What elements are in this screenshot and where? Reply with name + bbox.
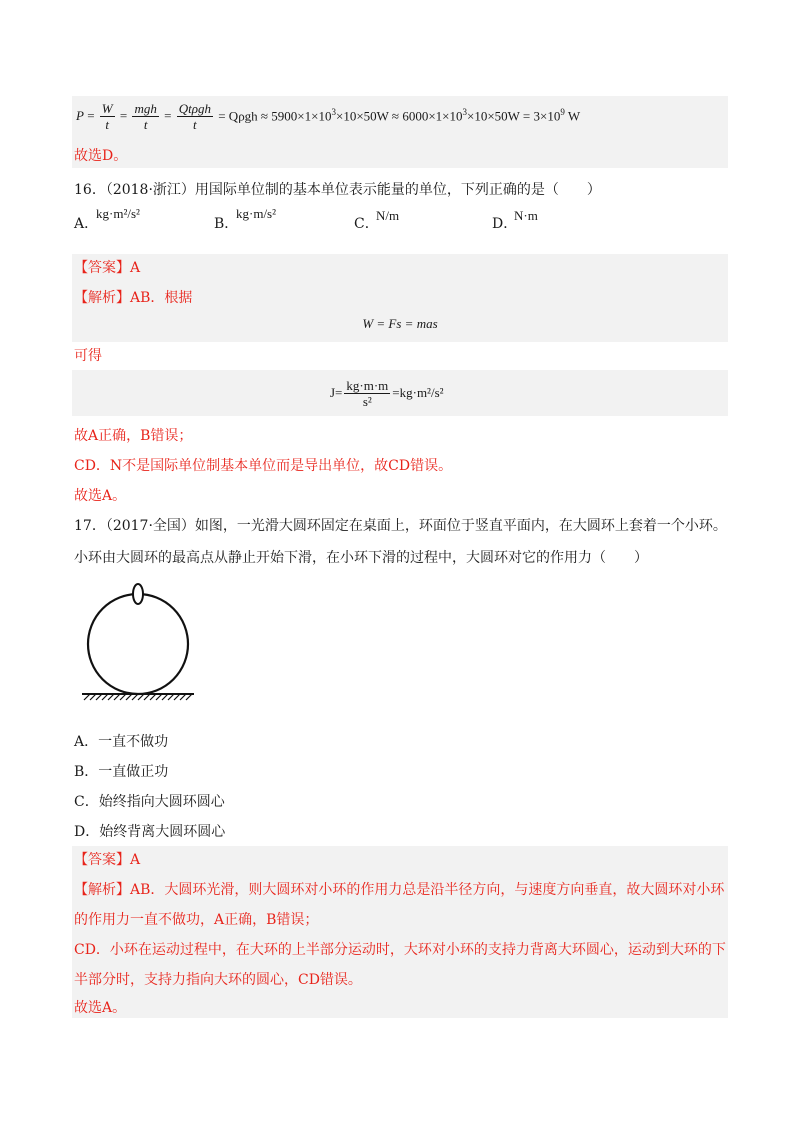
q17-analysis-line-2: 的作用力一直不做功，A正确，B错误； xyxy=(74,912,319,928)
eq-p: P xyxy=(76,108,84,123)
small-ring xyxy=(133,584,143,604)
eq-frac-1: $\frac{W}{t}$ xyxy=(101,100,113,132)
q16-option-a-value: kg·m²/s² xyxy=(96,206,140,221)
q16-then: 可得 xyxy=(74,348,102,364)
ring-on-table-figure xyxy=(78,578,198,702)
q16-line-ab: 故A正确，B错误； xyxy=(74,428,193,444)
q17-analysis-line-3: CD．小环在运动过程中，在大环的上半部分运动时，大环对小环的支持力背离大环圆心，运动到大环的下 xyxy=(74,942,726,958)
prev-conclusion: 故选D。 xyxy=(74,148,128,164)
large-ring xyxy=(88,594,188,694)
q16-analysis-intro: 【解析】AB．根据 xyxy=(74,290,193,306)
q16-option-a: A． xyxy=(74,216,99,232)
q16-option-b: B． xyxy=(214,216,239,232)
eq-frac-2: $\frac{\text{mgh}}{t}$ xyxy=(134,100,157,132)
q17-option-b: B．一直做正功 xyxy=(74,764,169,780)
q16-line-cd: CD．N不是国际单位制基本单位而是导出单位，故CD错误。 xyxy=(74,458,453,474)
q16-option-d-value: N·m xyxy=(514,208,538,223)
q17-solution-block xyxy=(72,846,728,1018)
q17-answer: 【答案】A xyxy=(74,852,141,868)
q17-stem-line-2: 小环由大圆环的最高点从静止开始下滑，在小环下滑的过程中，大圆环对它的作用力（ ） xyxy=(74,550,648,566)
q16-formula-2-frac: $\frac{kg\cdot m\cdot m}{\text{s²}}$ xyxy=(346,377,389,409)
q17-option-c: C．始终指向大圆环圆心 xyxy=(74,794,225,810)
q17-option-d: D．始终背离大圆环圆心 xyxy=(74,824,226,840)
q16-formula-2: J= $\frac{kg\cdot m\cdot m}{\text{s²}}$ =kg·m²/s² xyxy=(330,377,444,409)
q16-option-c-value: N/m xyxy=(376,208,400,223)
q16-option-d: D． xyxy=(492,216,518,232)
q17-conclusion: 故选A。 xyxy=(74,1000,127,1016)
q16-formula-1: W = Fs = mas xyxy=(362,316,438,331)
q17-analysis-line-4: 半部分时，支持力指向大环的圆心，CD错误。 xyxy=(74,972,362,988)
q17-stem-line-1: 17．（2017·全国）如图，一光滑大圆环固定在桌面上，环面位于竖直平面内，在大圆环上套着一个小环。 xyxy=(74,518,727,534)
q16-option-b-value: kg·m/s² xyxy=(236,206,277,221)
q16-option-c: C． xyxy=(354,216,379,232)
q16-stem: 16．（2018·浙江）用国际单位制的基本单位表示能量的单位，下列正确的是（ ） xyxy=(74,182,601,198)
q17-analysis-line-1: 【解析】AB．大圆环光滑，则大圆环对小环的作用力总是沿半径方向，与速度方向垂直，故大圆环对小环 xyxy=(74,882,725,898)
eq-frac-3: $\frac{\text{Qtρgh}}{t}$ xyxy=(178,100,211,132)
q16-answer: 【答案】A xyxy=(74,260,141,276)
eq-tail: = $Q\rho gh \approx 5900\times 1\times 10^3\times 10\times 50W \approx 6000\times 1\times 10^3\times 10\times 50W = 3\times 10^9$ W xyxy=(218,107,581,124)
q17-option-a: A．一直不做功 xyxy=(74,734,169,750)
power-equation: P = $\frac{W}{t}$ = $\frac{\text{mgh}}{t}$ = $\frac{\text{Qtρgh}}{t}$ = $Q\rho gh \approx 5900\times 1\times 10^3\times 10\times 50W \approx 6000\times 1\times 10^3\times 10\times 50W = 3\times 10^9$ W xyxy=(76,100,581,132)
q16-conclusion: 故选A。 xyxy=(74,488,127,504)
